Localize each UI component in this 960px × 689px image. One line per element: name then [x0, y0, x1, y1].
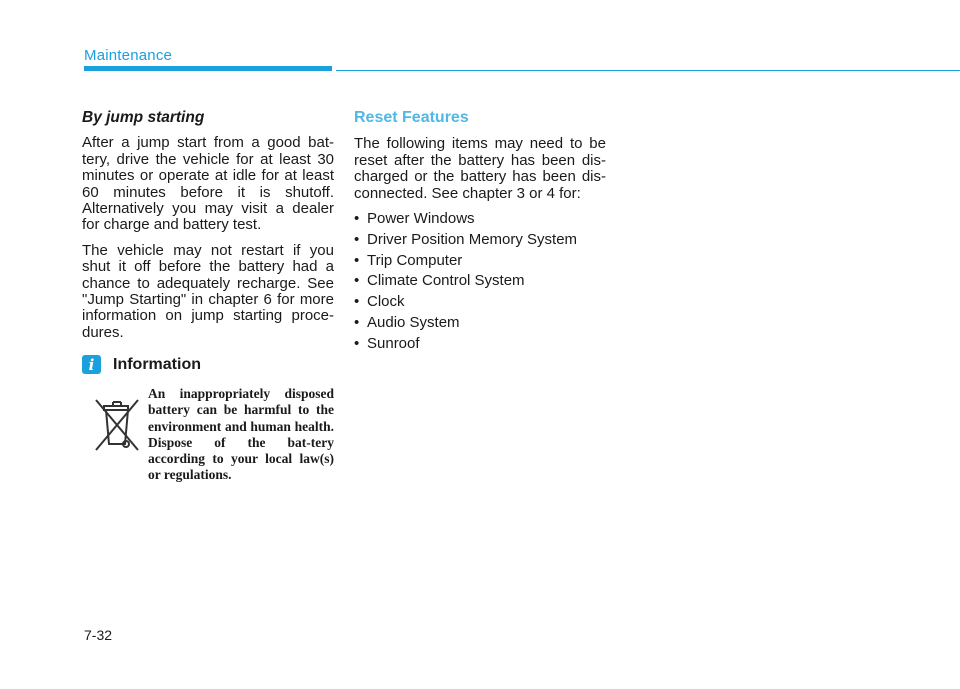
- list-item: • Clock: [354, 293, 405, 311]
- section-title-maintenance: Maintenance: [84, 47, 173, 64]
- information-body: [82, 386, 334, 483]
- left-column: [82, 110, 334, 484]
- information-title: Information: [113, 355, 201, 373]
- jump-start-subhead: By jump starting: [82, 109, 205, 126]
- right-column: [354, 110, 606, 357]
- list-item: • Sunroof: [354, 334, 420, 352]
- information-header: [82, 355, 334, 374]
- reset-features-title: Reset Features: [354, 109, 469, 126]
- information-text: An inappropriately disposed battery can be harmful to the environment and human health. Dispose of the bat-tery according to your local law(s) or regulations.: [148, 386, 334, 483]
- jump-start-paragraph-2: The vehicle may not restart if you shut it off before the battery had a chance to adequately recharge. See "Jump Starting" in chapter 6 for more information on jump starting proce-dures.: [82, 241, 334, 341]
- reset-features-intro: The following items may need to be reset after the battery has been dis-charged or the battery has been dis-connected. See chapter 3 or 4 for:: [354, 135, 606, 202]
- list-item: • Climate Control System: [354, 272, 525, 290]
- list-item: • Trip Computer: [354, 251, 463, 269]
- list-item: • Driver Position Memory System: [354, 230, 578, 248]
- page-number: 7-32: [84, 627, 113, 643]
- header-rule-thick: [84, 66, 332, 71]
- jump-start-paragraph-1: After a jump start from a good bat-tery, drive the vehicle for at least 30 minutes or operate at idle for at least 60 minutes before it is shutoff. Alternatively you may visit a dealer for charge and battery test.: [82, 134, 334, 234]
- info-icon: i: [82, 355, 101, 374]
- list-item: • Power Windows: [354, 210, 475, 228]
- list-item: • Audio System: [354, 314, 460, 332]
- header-rule-thin: [336, 70, 960, 71]
- crossed-out-wheelie-bin-icon: [86, 394, 148, 456]
- reset-features-list: [354, 211, 606, 352]
